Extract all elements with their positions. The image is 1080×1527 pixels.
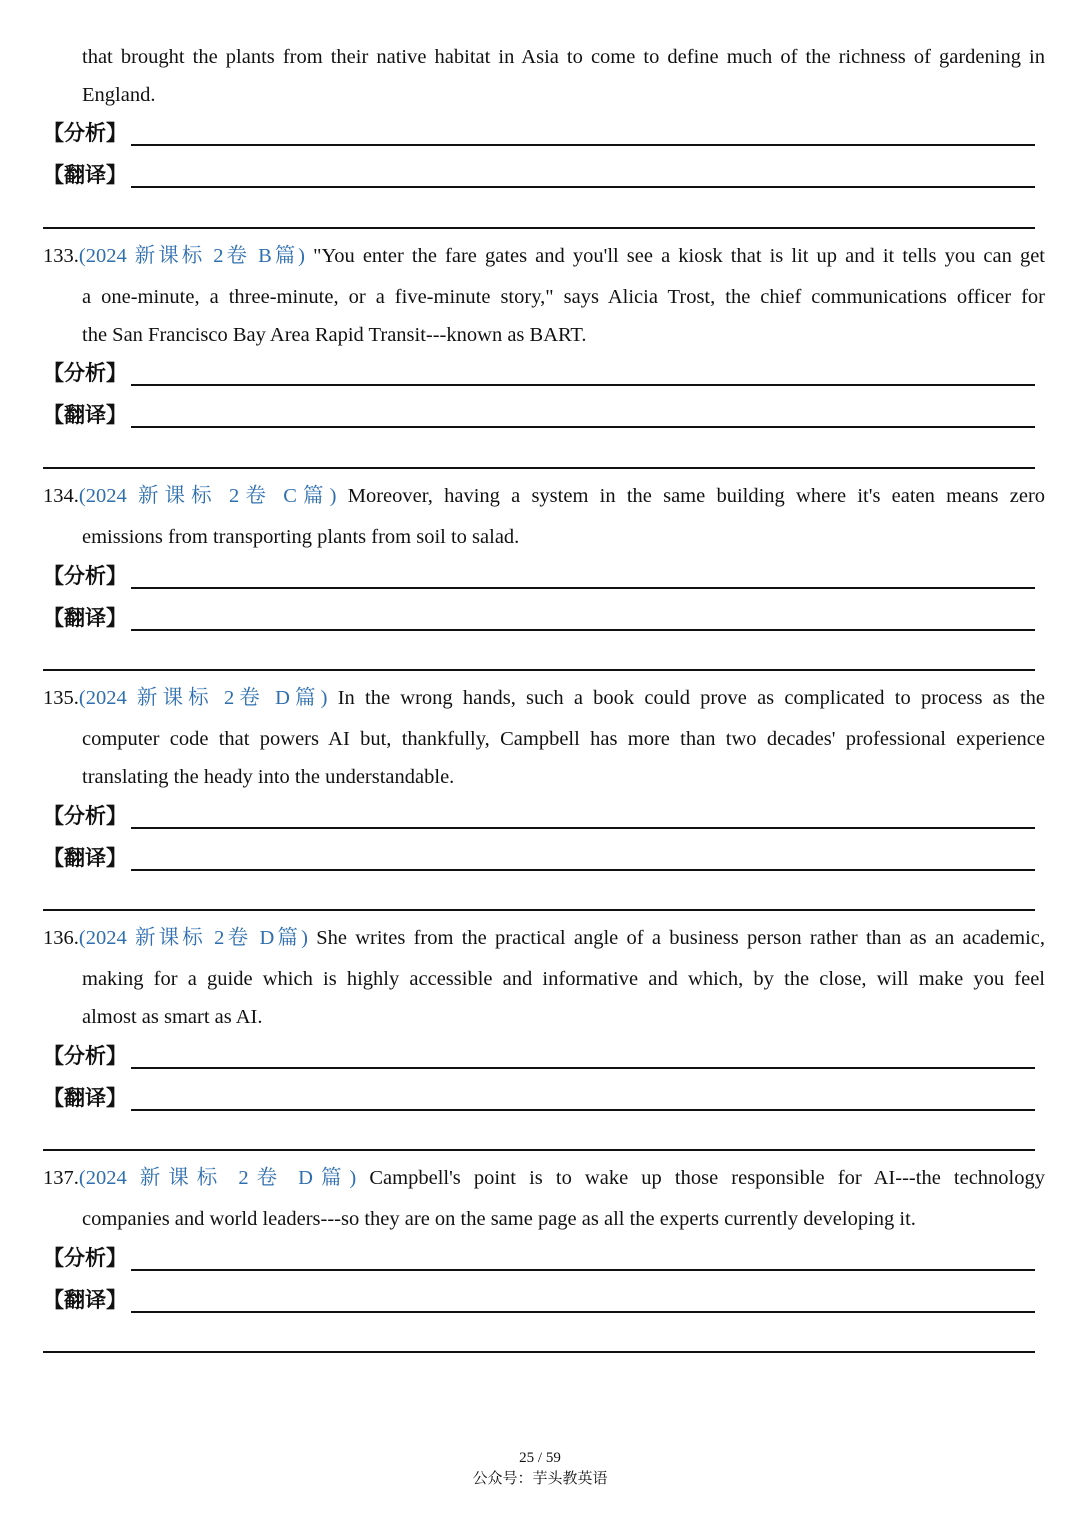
item-text-line: translating the heady into the understandable.: [82, 766, 455, 788]
item-question-line: [43, 243, 1045, 269]
translation-answer-line[interactable]: [131, 1311, 1035, 1313]
item-text-line: computer code that powers AI but, thankfully, Campbell has more than two decades' professional experience: [82, 728, 1045, 750]
item-number: 135.: [43, 687, 79, 709]
translation-label: 【翻译】: [43, 846, 127, 870]
item-question-line: [43, 483, 1045, 509]
answer-separator-line[interactable]: [43, 669, 1035, 671]
translation-label: 【翻译】: [43, 606, 127, 630]
item-text-line: almost as smart as AI.: [82, 1006, 263, 1028]
item-source: (2024 新课标 2卷 D篇): [78, 1167, 357, 1189]
item-source: (2024 新课标 2卷 D篇): [78, 687, 328, 709]
analysis-label: 【分析】: [43, 121, 127, 145]
translation-row: [43, 402, 1035, 432]
item-text-line: that brought the plants from their native habitat in Asia to come to define much of the richness of gardening in: [82, 46, 1045, 68]
item-question-line: [43, 685, 1045, 711]
item-number: 136.: [43, 927, 79, 949]
translation-row: [43, 605, 1035, 635]
translation-answer-line[interactable]: [131, 426, 1035, 428]
item-number: 137.: [43, 1167, 79, 1189]
item-text-line: making for a guide which is highly accessible and informative and which, by the close, will make you feel: [82, 968, 1045, 990]
answer-separator-line[interactable]: [43, 227, 1035, 229]
analysis-label: 【分析】: [43, 804, 127, 828]
item-text: "You enter the fare gates and you'll see a kiosk that is lit up and it tells you can get: [313, 245, 1046, 267]
answer-separator-line[interactable]: [43, 1149, 1035, 1151]
translation-label: 【翻译】: [43, 163, 127, 187]
translation-answer-line[interactable]: [131, 1109, 1035, 1111]
item-number: 134.: [43, 485, 79, 507]
item-number: 133.: [43, 245, 79, 267]
item-text-line: the San Francisco Bay Area Rapid Transit---known as BART.: [82, 324, 587, 346]
answer-separator-line[interactable]: [43, 1351, 1035, 1353]
item-text: Moreover, having a system in the same building where it's eaten means zero: [347, 485, 1046, 507]
analysis-answer-line[interactable]: [131, 587, 1035, 589]
translation-row: [43, 1085, 1035, 1115]
item-text: She writes from the practical angle of a business person rather than as an academic,: [316, 927, 1046, 949]
item-source: (2024 新课标 2卷 D篇): [78, 927, 308, 949]
analysis-row: [43, 360, 1035, 390]
answer-separator-line[interactable]: [43, 467, 1035, 469]
item-source: (2024 新课标 2卷 B篇): [78, 245, 306, 267]
page-number: 25 / 59: [519, 1450, 561, 1466]
translation-answer-line[interactable]: [131, 869, 1035, 871]
item-text-line: a one-minute, a three-minute, or a five-minute story," says Alicia Trost, the chief communications officer for: [82, 286, 1045, 308]
translation-row: [43, 1287, 1035, 1317]
analysis-label: 【分析】: [43, 1044, 127, 1068]
analysis-label: 【分析】: [43, 361, 127, 385]
translation-label: 【翻译】: [43, 1288, 127, 1312]
item-text: In the wrong hands, such a book could prove as complicated to process as the: [337, 687, 1046, 709]
item-text-line: emissions from transporting plants from soil to salad.: [82, 526, 520, 548]
translation-label: 【翻译】: [43, 1086, 127, 1110]
footer-account: 公众号：芋头教英语: [472, 1469, 608, 1487]
item-question-line: [43, 925, 1045, 951]
analysis-label: 【分析】: [43, 564, 127, 588]
analysis-row: [43, 563, 1035, 593]
analysis-answer-line[interactable]: [131, 384, 1035, 386]
analysis-row: [43, 1043, 1035, 1073]
item-text: Campbell's point is to wake up those responsible for AI---the technology: [369, 1167, 1045, 1189]
analysis-row: [43, 1245, 1035, 1275]
translation-answer-line[interactable]: [131, 629, 1035, 631]
translation-answer-line[interactable]: [131, 186, 1035, 188]
item-text-line: England.: [82, 84, 156, 106]
translation-row: [43, 162, 1035, 192]
answer-separator-line[interactable]: [43, 909, 1035, 911]
analysis-answer-line[interactable]: [131, 1067, 1035, 1069]
item-text-line: companies and world leaders---so they are on the same page as all the experts currently developing it.: [82, 1208, 916, 1230]
analysis-row: [43, 120, 1035, 150]
item-source: (2024 新课标 2卷 C篇): [78, 485, 337, 507]
analysis-row: [43, 803, 1035, 833]
analysis-answer-line[interactable]: [131, 1269, 1035, 1271]
translation-label: 【翻译】: [43, 403, 127, 427]
item-question-line: [43, 1165, 1045, 1191]
analysis-label: 【分析】: [43, 1246, 127, 1270]
analysis-answer-line[interactable]: [131, 144, 1035, 146]
analysis-answer-line[interactable]: [131, 827, 1035, 829]
translation-row: [43, 845, 1035, 875]
